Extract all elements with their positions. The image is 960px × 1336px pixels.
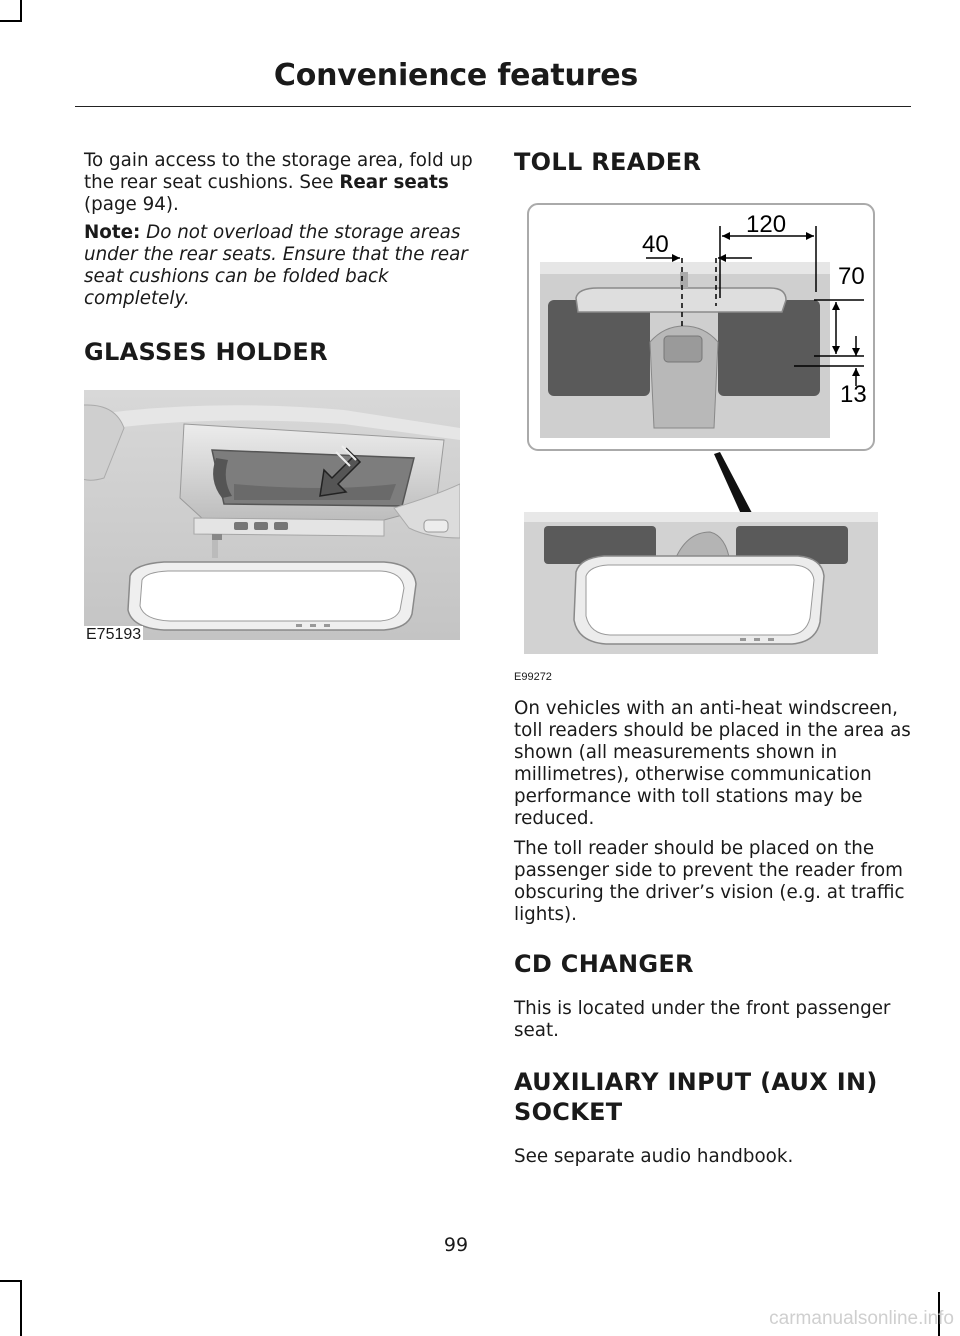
toll-reader-heading: TOLL READER xyxy=(514,148,702,176)
dimension-13-label: 13 xyxy=(840,381,867,408)
watermark: carmanualsonline.info xyxy=(769,1308,954,1329)
toll-reader-paragraph-2: The toll reader should be placed on the passenger side to prevent the reader from obscuring the driver’s vision (e.g. at traffic lights). xyxy=(514,838,905,925)
crop-mark-bottom-left-v xyxy=(20,1280,22,1336)
storage-note-paragraph: Note: Do not overload the storage areas under the rear seats. Ensure that the rear seat cushions can be folded back completely. xyxy=(84,222,468,309)
toll-figure-code: E99272 xyxy=(514,671,552,683)
toll-reader-diagram xyxy=(514,196,908,672)
toll-reader-paragraph-1: On vehicles with an anti-heat windscreen, toll readers should be placed in the area as shown (all measurements shown in millimetres), otherwise communication performance with toll stations may be reduced. xyxy=(514,698,911,829)
dimension-120-label: 120 xyxy=(746,211,787,238)
page-number: 99 xyxy=(443,1234,469,1256)
dimension-40-label: 40 xyxy=(642,231,669,258)
aux-input-paragraph: See separate audio handbook. xyxy=(514,1146,794,1167)
cd-changer-paragraph: This is located under the front passenger seat. xyxy=(514,998,891,1041)
aux-input-heading-line-2: SOCKET xyxy=(514,1098,623,1126)
page-title: Convenience features xyxy=(273,58,639,93)
crop-mark-top-left-h xyxy=(0,20,22,22)
toll-reader-figure xyxy=(514,196,908,672)
crop-mark-top-left-v xyxy=(20,0,22,22)
title-rule xyxy=(75,106,911,107)
glasses-holder-figure xyxy=(84,388,460,644)
aux-input-heading-line-1: AUXILIARY INPUT (AUX IN) xyxy=(514,1068,878,1096)
crop-mark-bottom-left-h xyxy=(0,1280,22,1282)
glasses-figure-code: E75193 xyxy=(86,626,142,643)
glasses-holder-heading: GLASSES HOLDER xyxy=(84,338,328,366)
storage-access-paragraph: To gain access to the storage area, fold up the rear seat cushions. See Rear seats (page 94). xyxy=(84,150,473,215)
cd-changer-heading: CD CHANGER xyxy=(514,950,694,978)
dimension-70-label: 70 xyxy=(838,263,865,290)
glasses-holder-illustration xyxy=(84,388,460,644)
rear-seats-link[interactable]: Rear seats xyxy=(339,172,449,193)
